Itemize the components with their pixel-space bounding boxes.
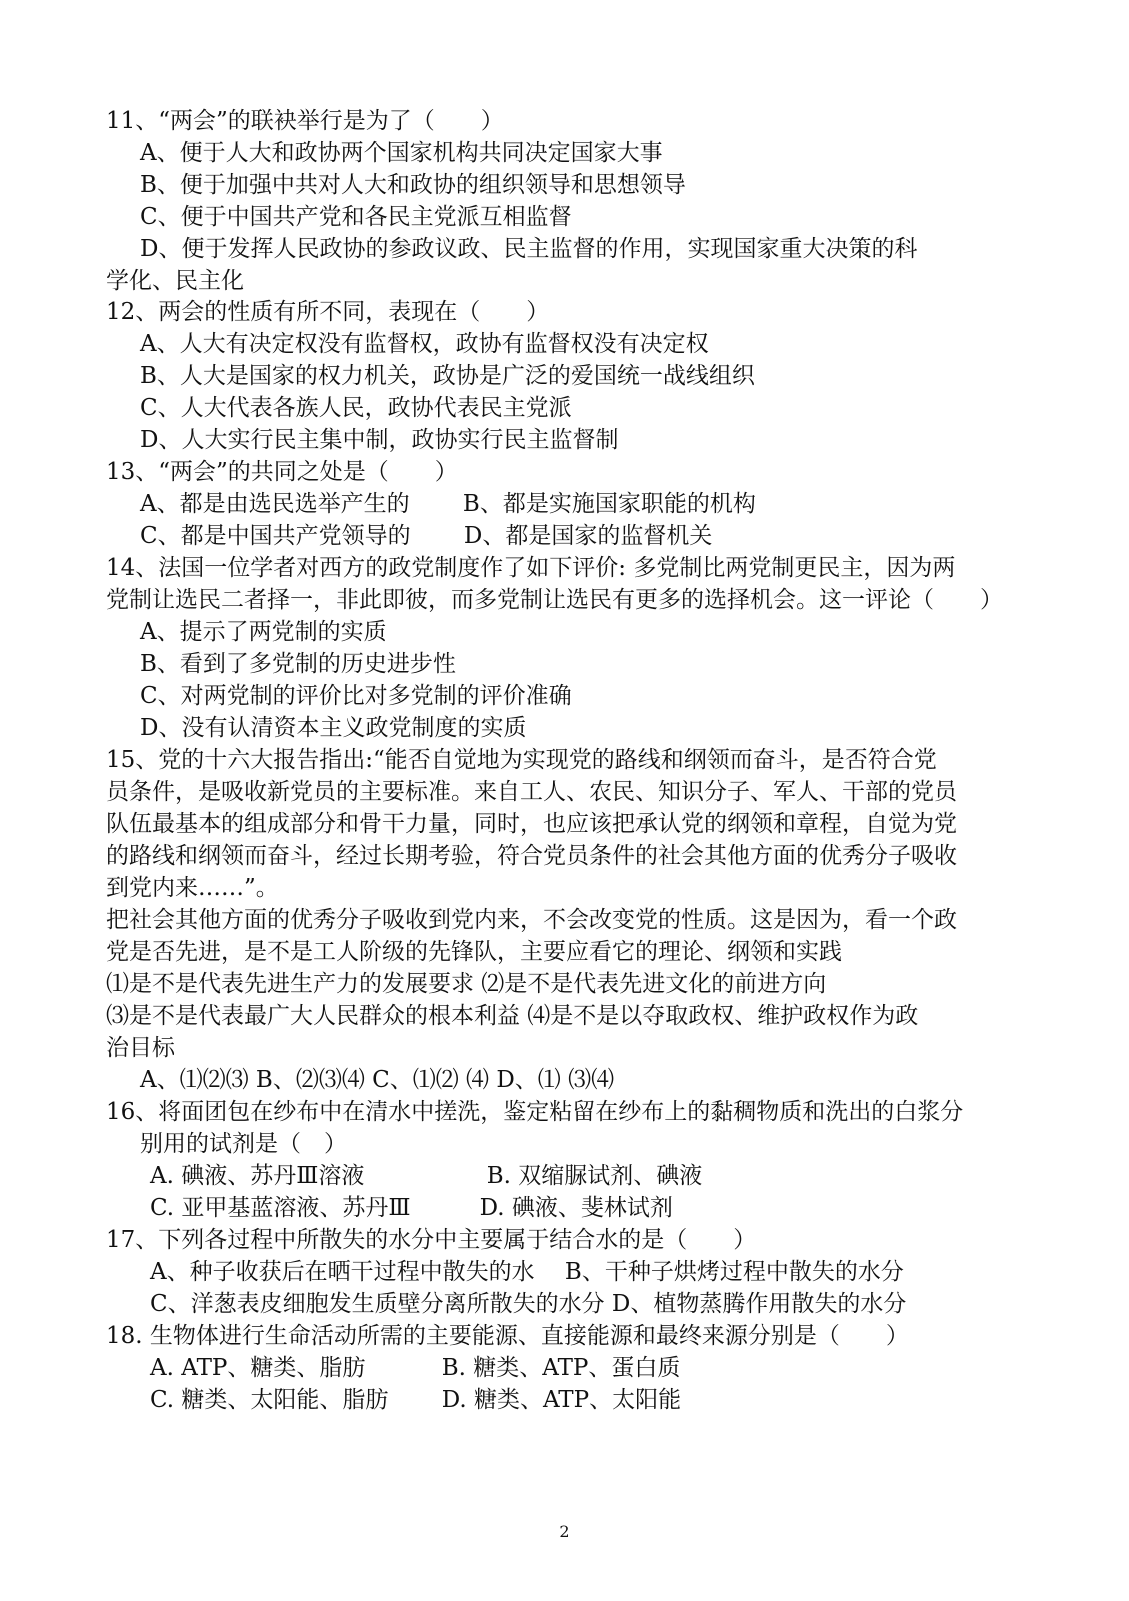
question-17-stem: 17、下列各过程中所散失的水分中主要属于结合水的是（ ） [106,1227,757,1253]
question-14-stem-cont: 党制让选民二者择一，非此即彼，而多党制让选民有更多的选择机会。这一评论（ ） [106,587,1003,613]
question-17-options-ab: A、种子收获后在晒干过程中散失的水 B、干种子烘烤过程中散失的水分 [150,1259,904,1285]
question-14-stem: 14、法国一位学者对西方的政党制度作了如下评价: 多党制比两党制更民主，因为两 [106,555,956,581]
question-15-stem-cont: 把社会其他方面的优秀分子吸收到党内来，不会改变党的性质。这是因为，看一个政 [106,907,957,933]
page-number: 2 [559,1522,570,1541]
question-13-options-cd: C、都是中国共产党领导的 D、都是国家的监督机关 [140,523,713,549]
question-12-option-b: B、人大是国家的权力机关，政协是广泛的爱国统一战线组织 [140,363,755,389]
question-14-option-c: C、对两党制的评价比对多党制的评价准确 [140,683,572,709]
question-17-options-cd: C、洋葱表皮细胞发生质壁分离所散失的水分 D、植物蒸腾作用散失的水分 [150,1291,907,1317]
question-12-option-c: C、人大代表各族人民，政协代表民主党派 [140,395,572,421]
question-11-option-d-cont: 学化、民主化 [106,268,244,294]
question-15-item-3-4: ⑶是不是代表最广大人民群众的根本利益 ⑷是不是以夺取政权、维护政权作为政 [106,1003,919,1029]
question-16-stem-cont: 别用的试剂是（ ） [140,1131,347,1157]
question-16-stem: 16、将面团包在纱布中在清水中搓洗，鉴定粘留在纱布上的黏稠物质和洗出的白浆分 [106,1099,964,1125]
question-13-stem: 13、“两会”的共同之处是（ ） [106,459,458,485]
question-11-option-a: A、便于人大和政协两个国家机构共同决定国家大事 [140,140,663,166]
question-11-option-b: B、便于加强中共对人大和政协的组织领导和思想领导 [140,172,686,198]
question-15-stem: 15、党的十六大报告指出:“能否自觉地为实现党的路线和纲领而奋斗，是否符合党 [106,747,937,773]
question-15-item-4-cont: 治目标 [106,1035,175,1061]
question-18-options-ab: A. ATP、糖类、脂肪 B. 糖类、ATP、蛋白质 [150,1355,681,1381]
question-15-stem-cont: 的路线和纲领而奋斗，经过长期考验，符合党员条件的社会其他方面的优秀分子吸收 [106,843,957,869]
question-14-option-a: A、提示了两党制的实质 [140,619,387,645]
question-15-item-1-2: ⑴是不是代表先进生产力的发展要求 ⑵是不是代表先进文化的前进方向 [106,971,827,997]
question-15-stem-cont: 到党内来……”。 [106,875,279,901]
question-16-options-ab: A. 碘液、苏丹Ⅲ溶液 B. 双缩脲试剂、碘液 [150,1163,703,1189]
question-14-option-d: D、没有认清资本主义政党制度的实质 [140,715,527,741]
question-11-stem: 11、“两会”的联袂举行是为了（ ） [106,108,504,134]
question-14-option-b: B、看到了多党制的历史进步性 [140,651,456,677]
question-15-stem-cont: 党是否先进，是不是工人阶级的先锋队，主要应看它的理论、纲领和实践 [106,939,842,965]
question-11-option-d: D、便于发挥人民政协的参政议政、民主监督的作用，实现国家重大决策的科 [140,236,918,262]
question-12-option-d: D、人大实行民主集中制，政协实行民主监督制 [140,427,619,453]
question-15-stem-cont: 队伍最基本的组成部分和骨干力量，同时，也应该把承认党的纲领和章程，自觉为党 [106,811,957,837]
question-12-option-a: A、人大有决定权没有监督权，政协有监督权没有决定权 [140,331,709,357]
question-11-option-c: C、便于中国共产党和各民主党派互相监督 [140,204,572,230]
question-12-stem: 12、两会的性质有所不同，表现在（ ） [106,299,550,325]
question-16-options-cd: C. 亚甲基蓝溶液、苏丹Ⅲ D. 碘液、斐林试剂 [150,1195,673,1221]
question-15-stem-cont: 员条件，是吸收新党员的主要标准。来自工人、农民、知识分子、军人、干部的党员 [106,779,957,805]
question-13-options-ab: A、都是由选民选举产生的 B、都是实施国家职能的机构 [140,491,756,517]
question-18-stem: 18. 生物体进行生命活动所需的主要能源、直接能源和最终来源分别是（ ） [106,1323,909,1349]
question-18-options-cd: C. 糖类、太阳能、脂肪 D. 糖类、ATP、太阳能 [150,1387,682,1413]
question-15-options: A、⑴⑵⑶ B、⑵⑶⑷ C、⑴⑵ ⑷ D、⑴ ⑶⑷ [140,1067,615,1093]
